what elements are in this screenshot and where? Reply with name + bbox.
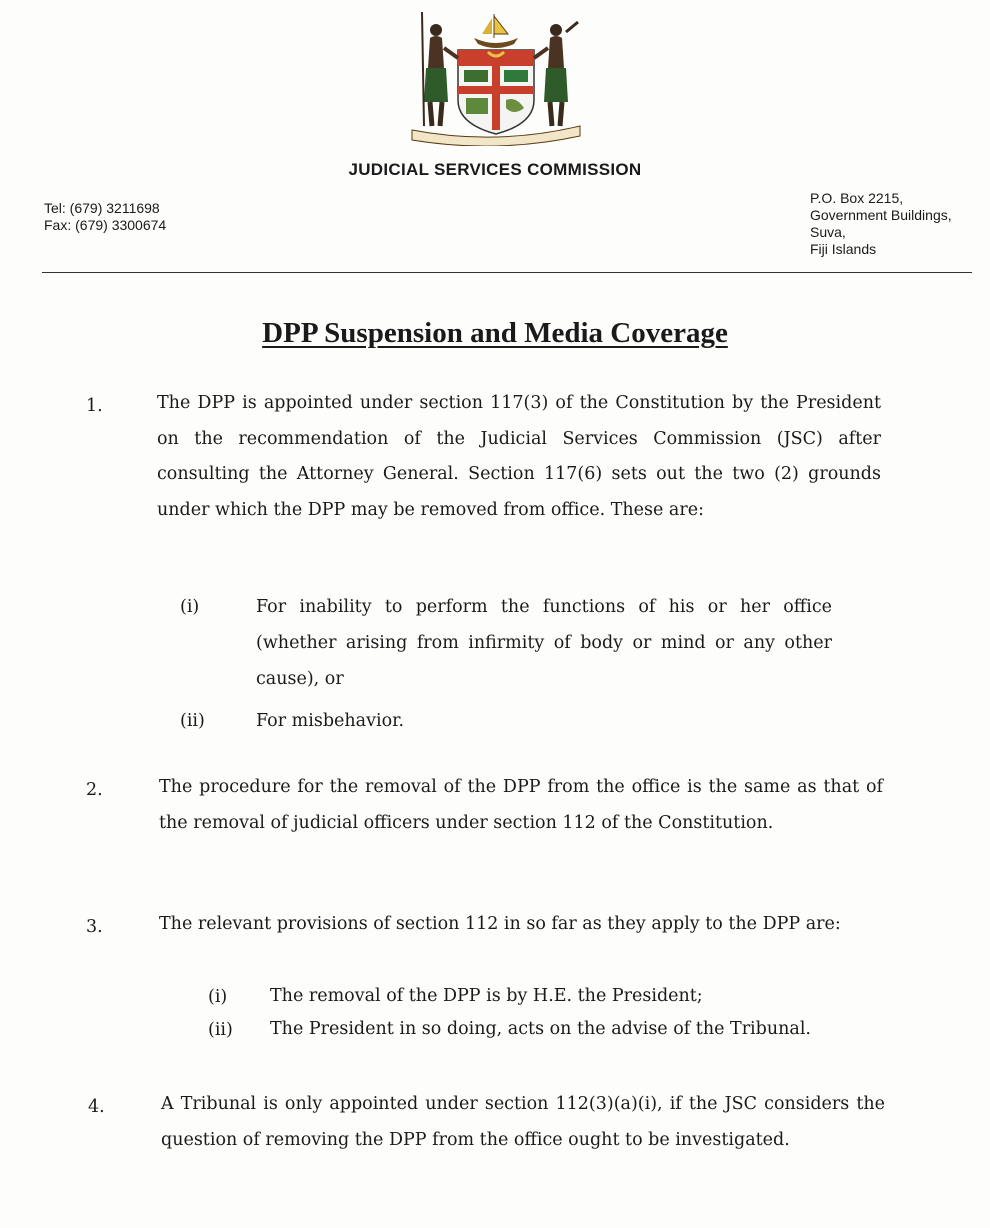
- paragraph-text: The relevant provisions of section 112 in so far as they apply to the DPP are:: [159, 914, 841, 934]
- address-line: Government Buildings,: [810, 207, 952, 223]
- item-label: (ii): [208, 1020, 233, 1040]
- paragraph-number: 4.: [88, 1097, 105, 1117]
- address-line: P.O. Box 2215,: [810, 190, 904, 206]
- item-label: (ii): [180, 711, 205, 731]
- fax-number: Fax: (679) 3300674: [44, 217, 167, 233]
- paragraph-number: 1.: [86, 396, 103, 416]
- item-text: For inability to perform the functions of his or her office (whether arising from infirmity of body or mind or any other cause), or: [256, 597, 832, 689]
- contact-phone-block: [44, 200, 166, 234]
- paragraph-text: A Tribunal is only appointed under section 112(3)(a)(i), if the JSC considers the question of removing the DPP from the office ought to be investigated.: [161, 1094, 885, 1150]
- coat-of-arms-emblem: [408, 8, 584, 146]
- paragraph-text: The DPP is appointed under section 117(3) of the Constitution by the President on the recommendation of the Judicial Services Commission (JSC) after consulting the Attorney General. Section 117(6) sets out the two (2) grounds under which the DPP may be removed from office. These are:: [157, 393, 881, 520]
- paragraph-text: The procedure for the removal of the DPP from the office is the same as that of the removal of judicial officers under section 112 of the Constitution.: [159, 777, 883, 833]
- address-line: Suva,: [810, 224, 846, 240]
- item-text: The removal of the DPP is by H.E. the President;: [270, 986, 703, 1006]
- item-text: The President in so doing, acts on the advise of the Tribunal.: [270, 1019, 811, 1039]
- item-label: (i): [208, 987, 228, 1007]
- paragraph-number: 2.: [86, 780, 103, 800]
- header-divider: [42, 272, 972, 273]
- address-line: Fiji Islands: [810, 241, 877, 257]
- item-text: For misbehavior.: [256, 711, 405, 731]
- paragraph-number: 3.: [86, 917, 103, 937]
- telephone-number: Tel: (679) 3211698: [44, 200, 160, 216]
- item-label: (i): [180, 597, 200, 617]
- postal-address-block: [810, 190, 952, 258]
- document-title: DPP Suspension and Media Coverage: [262, 317, 728, 349]
- organization-name: JUDICIAL SERVICES COMMISSION: [348, 160, 642, 179]
